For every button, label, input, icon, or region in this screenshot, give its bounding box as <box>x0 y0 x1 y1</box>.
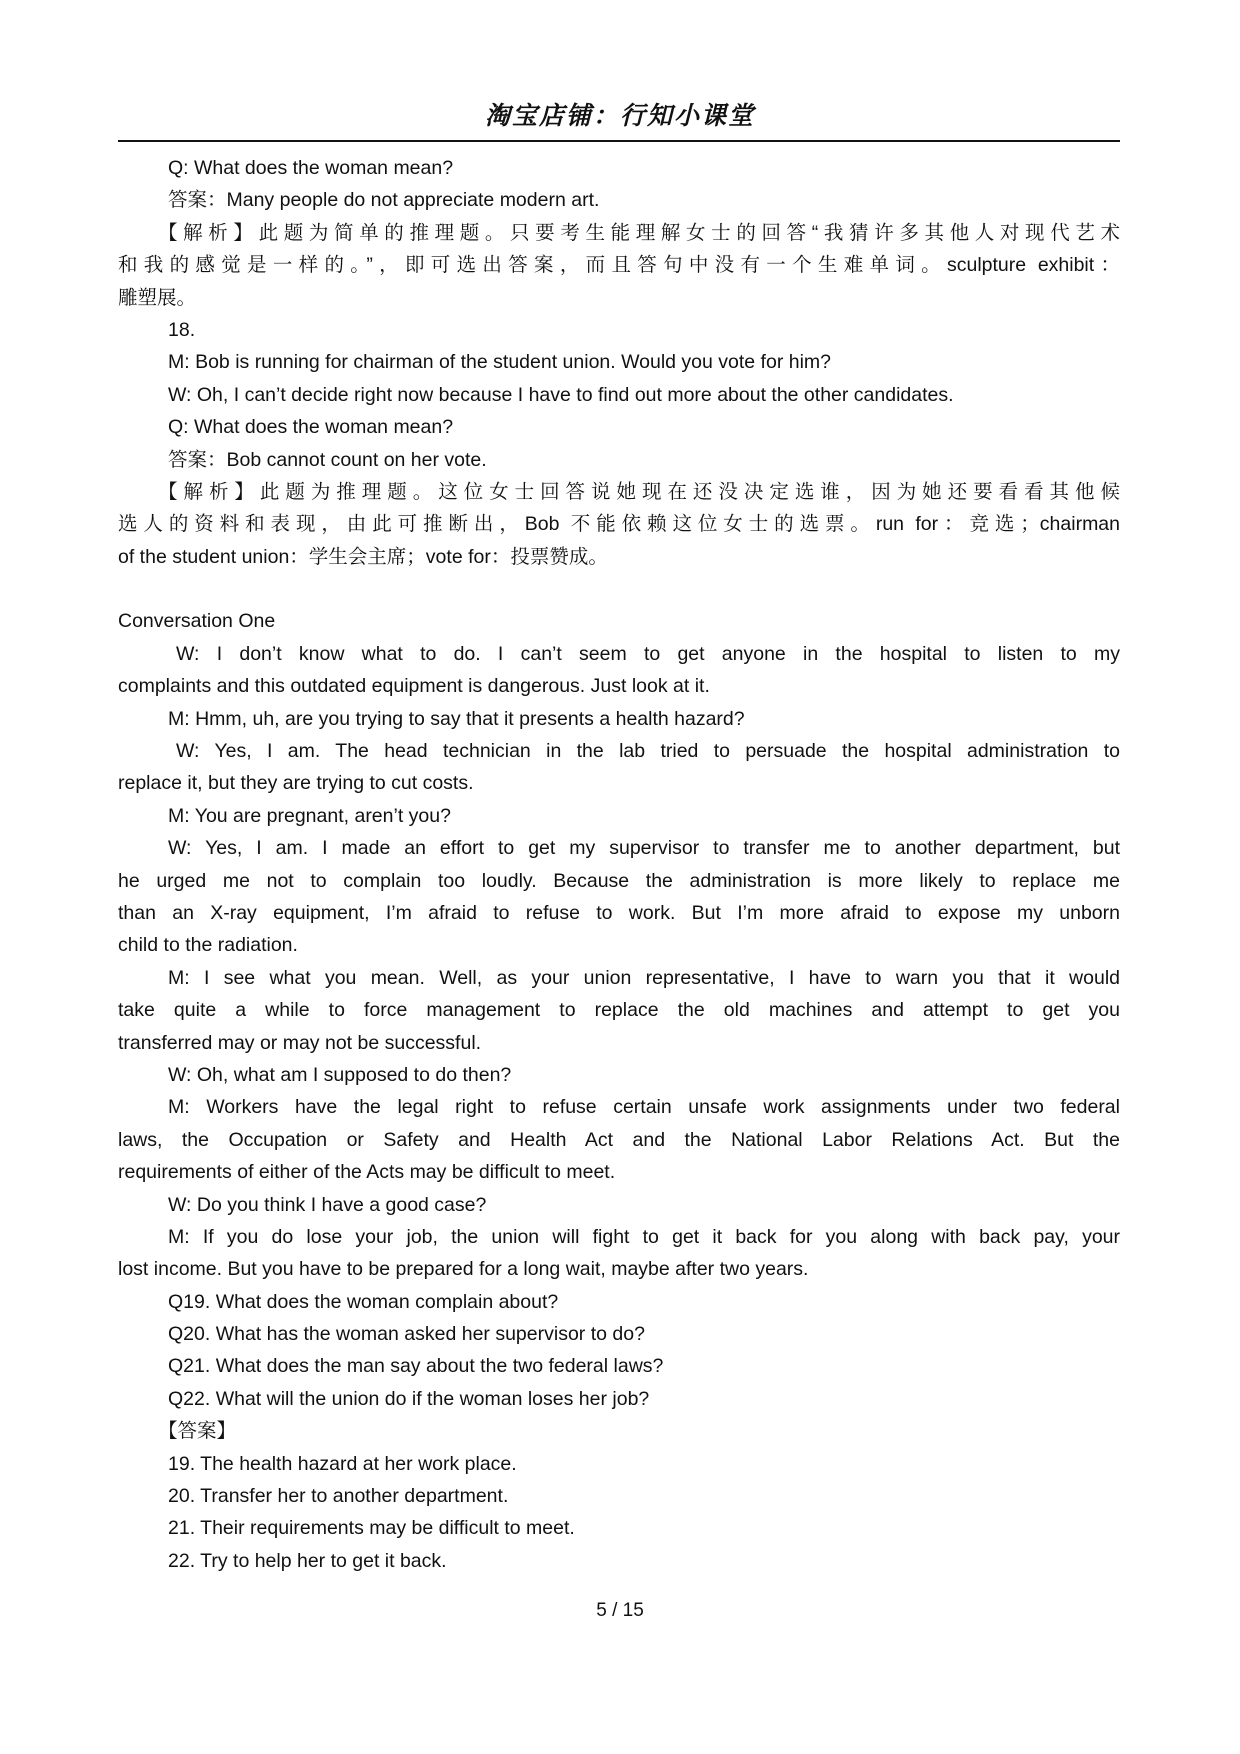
question-line: Q20. What has the woman asked her supervisor to do? <box>168 1323 645 1346</box>
page-number: 5 / 15 <box>596 1600 644 1621</box>
text-line: he urged me not to complain too loudly. Because the administration is more likely to replace me <box>118 869 1120 892</box>
question-line: Q21. What does the man say about the two federal laws? <box>168 1355 664 1378</box>
text-line: 选人的资料和表现，由此可推断出，Bob 不能依赖这位女士的选票。run for：竞选；chairman <box>118 513 1120 536</box>
text-line: 答案：Bob cannot count on her vote. <box>168 448 487 471</box>
question-line: Q22. What will the union do if the woman loses her job? <box>168 1387 650 1410</box>
text-line: Q: What does the woman mean? <box>168 416 454 439</box>
text-line: M: Workers have the legal right to refuse certain unsafe work assignments under two federal <box>168 1096 1120 1119</box>
answer-heading: 【答案】 <box>158 1420 237 1443</box>
text-line: than an X-ray equipment, I’m afraid to refuse to work. But I’m more afraid to expose my unborn <box>118 901 1120 924</box>
text-line: W: Oh, I can’t decide right now because I have to find out more about the other candidates. <box>168 383 954 406</box>
text-line: transferred may or may not be successful. <box>118 1031 482 1054</box>
text-line: laws, the Occupation or Safety and Health Act and the National Labor Relations Act. But the <box>118 1128 1120 1151</box>
text-line: 雕塑展。 <box>118 286 197 309</box>
text-line: replace it, but they are trying to cut costs. <box>118 772 474 795</box>
text-line: W: Yes, I am. I made an effort to get my supervisor to transfer me to another department, but <box>168 837 1120 860</box>
header-divider <box>118 140 1120 142</box>
text-line: W: I don’t know what to do. I can’t seem to get anyone in the hospital to listen to my <box>176 642 1120 665</box>
text-line: Q: What does the woman mean? <box>168 157 454 179</box>
page-header-title: 淘宝店铺：行知小课堂 <box>484 102 755 130</box>
text-line: W: Oh, what am I supposed to do then? <box>168 1063 512 1086</box>
section-title: Conversation One <box>118 610 276 633</box>
text-line: 18. <box>168 318 196 341</box>
text-line: 【解析】此题为推理题。这位女士回答说她现在还没决定选谁，因为她还要看看其他候 <box>158 480 1120 503</box>
document-body <box>118 152 1120 1577</box>
text-line: 答案：Many people do not appreciate modern art. <box>168 189 600 212</box>
text-line: W: Do you think I have a good case? <box>168 1193 487 1216</box>
text-line: W: Yes, I am. The head technician in the lab tried to persuade the hospital administration to <box>176 740 1120 763</box>
text-line: 【解析】此题为简单的推理题。只要考生能理解女士的回答“我猜许多其他人对现代艺术 <box>158 221 1120 244</box>
answer-line: 22. Try to help her to get it back. <box>168 1549 447 1572</box>
text-line: M: Bob is running for chairman of the student union. Would you vote for him? <box>168 351 831 374</box>
answer-line: 19. The health hazard at her work place. <box>168 1452 517 1475</box>
text-line: complaints and this outdated equipment is dangerous. Just look at it. <box>118 675 710 698</box>
text-line: M: I see what you mean. Well, as your union representative, I have to warn you that it would <box>168 966 1120 989</box>
text-line: requirements of either of the Acts may be difficult to meet. <box>118 1161 616 1184</box>
blank-line <box>118 573 1120 605</box>
text-line: lost income. But you have to be prepared for a long wait, maybe after two years. <box>118 1258 809 1281</box>
text-line: take quite a while to force management to replace the old machines and attempt to get you <box>118 999 1120 1022</box>
answer-line: 20. Transfer her to another department. <box>168 1485 509 1508</box>
text-line: M: If you do lose your job, the union will fight to get it back for you along with back pay, your <box>168 1225 1120 1248</box>
text-line: child to the radiation. <box>118 934 298 957</box>
text-line: M: You are pregnant, aren’t you? <box>168 804 451 827</box>
question-line: Q19. What does the woman complain about? <box>168 1290 559 1313</box>
text-line: M: Hmm, uh, are you trying to say that it presents a health hazard? <box>168 707 745 730</box>
answer-line: 21. Their requirements may be difficult to meet. <box>168 1517 575 1540</box>
text-line: of the student union：学生会主席；vote for：投票赞成。 <box>118 545 608 568</box>
text-line: 和我的感觉是一样的。”，即可选出答案，而且答句中没有一个生难单词。sculpture exhibit： <box>118 254 1120 277</box>
